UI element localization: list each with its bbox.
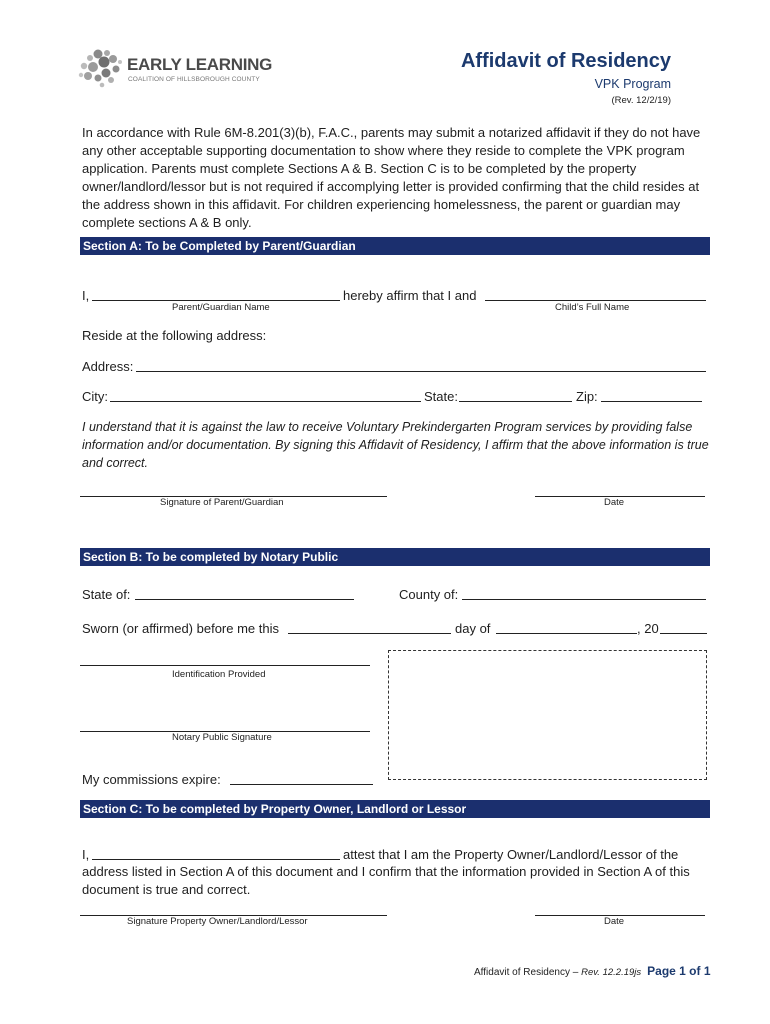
section-a-heading: Section A: To be Completed by Parent/Guardian — [80, 237, 710, 255]
commission-label: My commissions expire: — [82, 772, 221, 787]
day-of-label: day of — [455, 621, 491, 636]
address-label: Address: — [82, 359, 134, 374]
intro-paragraph: In accordance with Rule 6M-8.201(3)(b), F.A.C., parents may submit a notarized affidavit if they do not have any other acceptable supporting documentation to show where they reside to complete the VPK program application. Parents must complete Sections A & B. Section C is to be completed by the property owner/landlord/lessor but is not required if accomplying letter is provided confirming that the child resides at the address shown in this affidavit. For children experiencing homelessness, the parent or guardian may complete sections A & B only. — [82, 125, 701, 230]
county-of-label: County of: — [399, 587, 459, 602]
sworn-day-field[interactable] — [288, 633, 451, 634]
identification-field[interactable] — [80, 665, 370, 666]
footer-revision: Rev. 12.2.19js — [581, 967, 642, 978]
child-name-caption: Child’s Full Name — [555, 302, 630, 313]
city-field[interactable] — [110, 401, 421, 402]
revision-label: (Rev. 12/2/19) — [611, 95, 671, 106]
page-number: Page 1 of 1 — [647, 964, 711, 978]
guardian-signature-caption: Signature of Parent/Guardian — [160, 497, 284, 508]
identification-caption: Identification Provided — [172, 669, 266, 680]
address-field[interactable] — [136, 371, 706, 372]
attest-text: attest that I am the Property Owner/Landlord/Lessor of the — [343, 847, 679, 862]
program-label: VPK Program — [594, 77, 671, 91]
section-c-paragraph: address listed in Section A of this document and I confirm that the information provided in Section A of this document is true and correct. — [82, 864, 690, 897]
owner-signature-caption: Signature Property Owner/Landlord/Lessor — [127, 916, 308, 927]
logo-dots-icon — [78, 48, 124, 88]
section-b-heading: Section B: To be completed by Notary Public — [80, 548, 710, 566]
affirm-text: hereby affirm that I and — [343, 288, 477, 303]
guardian-name-field[interactable] — [92, 300, 340, 301]
state-of-field[interactable] — [135, 599, 354, 600]
sworn-month-field[interactable] — [496, 633, 637, 634]
zip-label: Zip: — [576, 389, 598, 404]
county-of-field[interactable] — [462, 599, 706, 600]
guardian-name-caption: Parent/Guardian Name — [172, 302, 270, 313]
sworn-label: Sworn (or affirmed) before me this — [82, 621, 279, 636]
footer — [474, 964, 711, 978]
section-c-heading: Section C: To be completed by Property Owner, Landlord or Lessor — [80, 800, 710, 818]
owner-date-caption: Date — [604, 916, 625, 927]
statement-paragraph: I understand that it is against the law to receive Voluntary Prekindergarten Program services by providing false information and/or documentation. By signing this Affidavit of Residency, I affirm that the above information is true and correct. — [82, 420, 709, 470]
page-title: Affidavit of Residency — [460, 50, 671, 72]
footer-text: Affidavit of Residency – — [474, 967, 582, 978]
commission-field[interactable] — [230, 784, 373, 785]
logo-subtitle: COALITION OF HILLSBOROUGH COUNTY — [128, 76, 260, 83]
zip-field[interactable] — [601, 401, 702, 402]
logo-title: EARLY LEARNING — [127, 55, 273, 74]
reside-text: Reside at the following address: — [82, 328, 267, 343]
child-name-field[interactable] — [485, 300, 706, 301]
notary-seal-box — [388, 650, 707, 780]
guardian-date-caption: Date — [604, 497, 625, 508]
owner-name-field[interactable] — [92, 859, 340, 860]
logo — [78, 48, 273, 90]
section-c-i-label: I, — [82, 847, 90, 862]
section-a-i-label: I, — [82, 288, 90, 303]
city-label: City: — [82, 389, 108, 404]
notary-signature-caption: Notary Public Signature — [172, 732, 272, 743]
year-prefix: , 20 — [637, 621, 659, 636]
state-label: State: — [424, 389, 458, 404]
sworn-year-field[interactable] — [660, 633, 707, 634]
state-of-label: State of: — [82, 587, 131, 602]
state-field[interactable] — [459, 401, 572, 402]
